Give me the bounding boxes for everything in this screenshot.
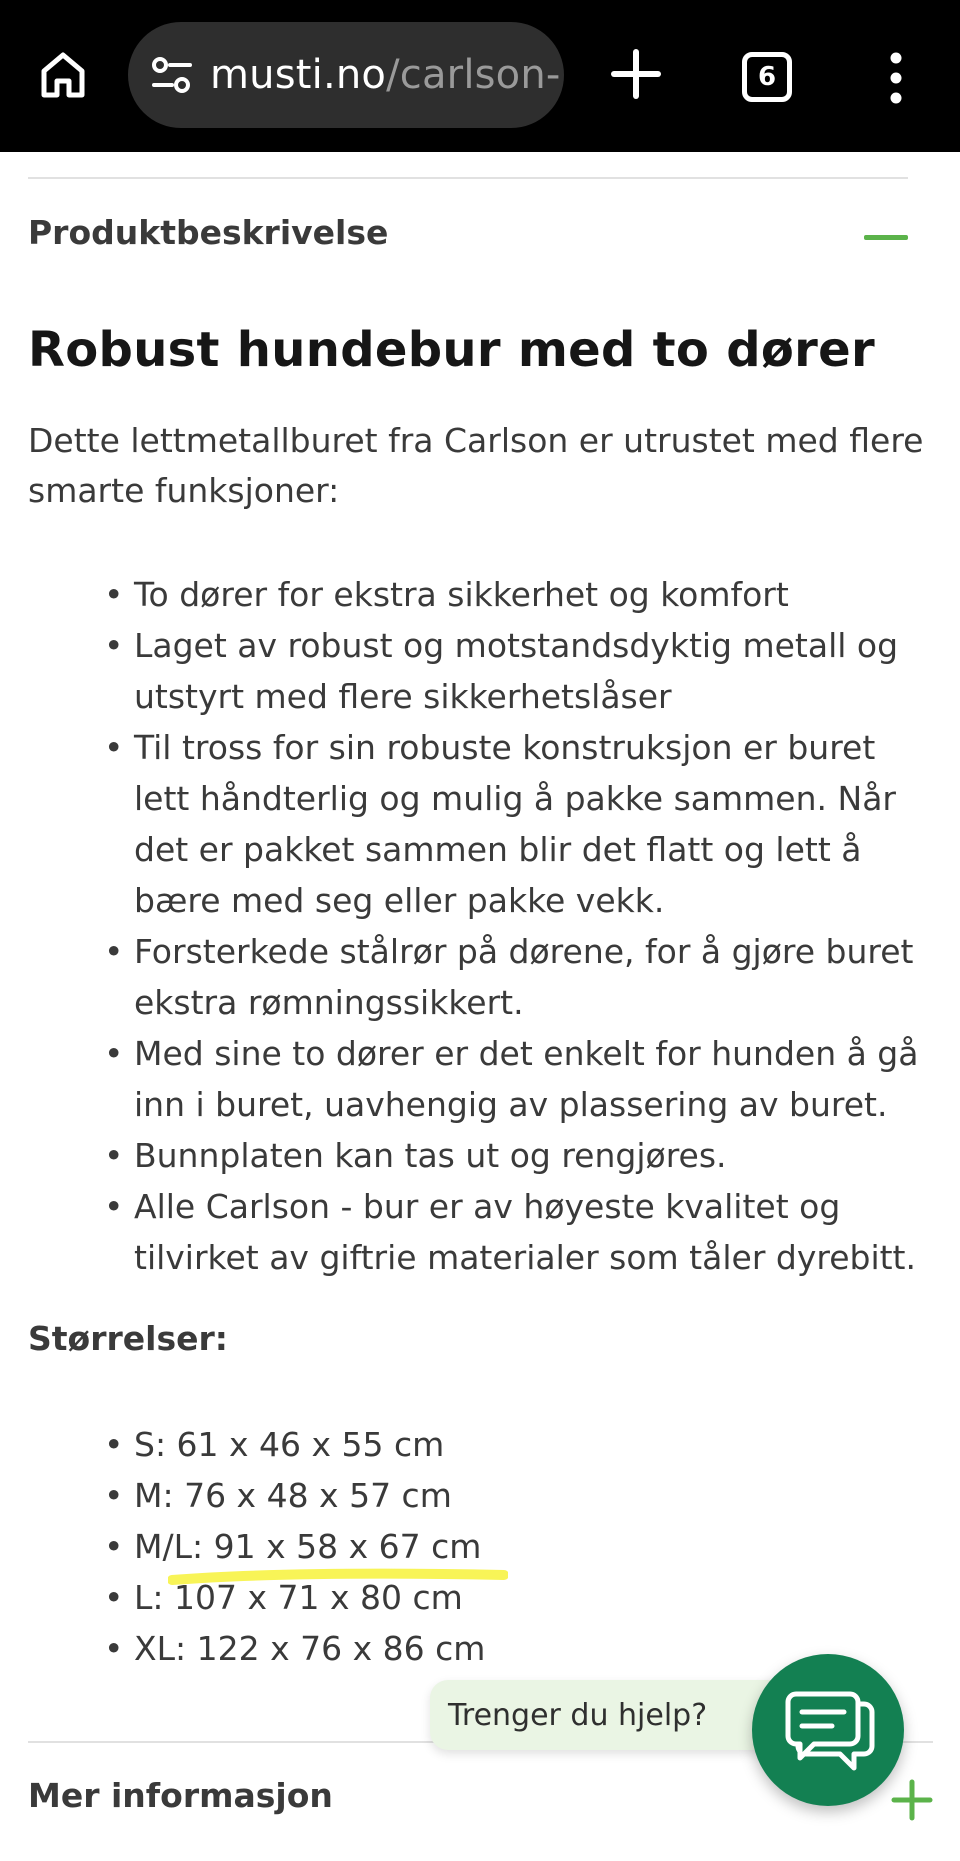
feature-item: • Laget av robust og motstandsdyktig metall og utstyrt med flere sikkerhetslåser bbox=[100, 620, 930, 722]
feature-item: • To dører for ekstra sikkerhet og komfort bbox=[100, 569, 930, 620]
collapse-minus-icon[interactable] bbox=[864, 235, 908, 240]
url-host: musti.no bbox=[210, 52, 387, 98]
size-item: • S: 61 x 46 x 55 cm bbox=[100, 1419, 700, 1470]
chat-help-bubble[interactable] bbox=[430, 1680, 790, 1750]
url-path: /carlson- bbox=[386, 52, 561, 98]
url-text[interactable] bbox=[210, 52, 561, 98]
section-divider bbox=[28, 177, 908, 179]
expand-plus-icon[interactable] bbox=[890, 1778, 934, 1822]
feature-item: • Til tross for sin robuste konstruksjon er buret lett håndterlig og mulig å pakke sammen. Når det er pakket sammen blir det flatt og lett å bære med seg eller pakke vekk. bbox=[100, 722, 930, 926]
sizes-heading: Størrelser: bbox=[28, 1319, 228, 1358]
accordion-title-more-info[interactable]: Mer informasjon bbox=[28, 1776, 333, 1815]
browser-toolbar bbox=[0, 0, 960, 152]
chat-button[interactable] bbox=[752, 1654, 904, 1806]
feature-item: • Bunnplaten kan tas ut og rengjøres. bbox=[100, 1130, 930, 1181]
accordion-title-product-description[interactable]: Produktbeskrivelse bbox=[28, 213, 389, 252]
more-menu-icon[interactable] bbox=[874, 48, 918, 108]
size-item: • XL: 122 x 76 x 86 cm bbox=[100, 1623, 700, 1674]
tab-switcher-icon[interactable] bbox=[742, 52, 792, 102]
address-bar[interactable] bbox=[128, 22, 564, 128]
size-item: • L: 107 x 71 x 80 cm bbox=[100, 1572, 700, 1623]
site-settings-icon[interactable] bbox=[148, 51, 196, 99]
size-item: • M/L: 91 x 58 x 67 cm bbox=[100, 1521, 700, 1572]
feature-item: • Alle Carlson - bur er av høyeste kvalitet og tilvirket av giftrie materialer som tåler dyrebitt. bbox=[100, 1181, 930, 1283]
chat-bubbles-icon bbox=[776, 1682, 880, 1778]
tab-count: 6 bbox=[757, 62, 777, 92]
yellow-highlight-mark bbox=[168, 1566, 508, 1588]
intro-text: Dette lettmetallburet fra Carlson er utrustet med flere smarte funksjoner: bbox=[28, 421, 924, 510]
home-icon[interactable] bbox=[34, 46, 92, 104]
feature-list bbox=[100, 569, 930, 1283]
size-item: • M: 76 x 48 x 57 cm bbox=[100, 1470, 700, 1521]
chat-help-text: Trenger du hjelp? bbox=[448, 1697, 708, 1733]
feature-item: • Med sine to dører er det enkelt for hunden å gå inn i buret, uavhengig av plassering av buret. bbox=[100, 1028, 930, 1130]
product-heading: Robust hundebur med to dører bbox=[28, 322, 875, 378]
new-tab-icon[interactable] bbox=[606, 44, 666, 104]
size-list bbox=[100, 1419, 700, 1674]
feature-item: • Forsterkede stålrør på dørene, for å gjøre buret ekstra rømningssikkert. bbox=[100, 926, 930, 1028]
